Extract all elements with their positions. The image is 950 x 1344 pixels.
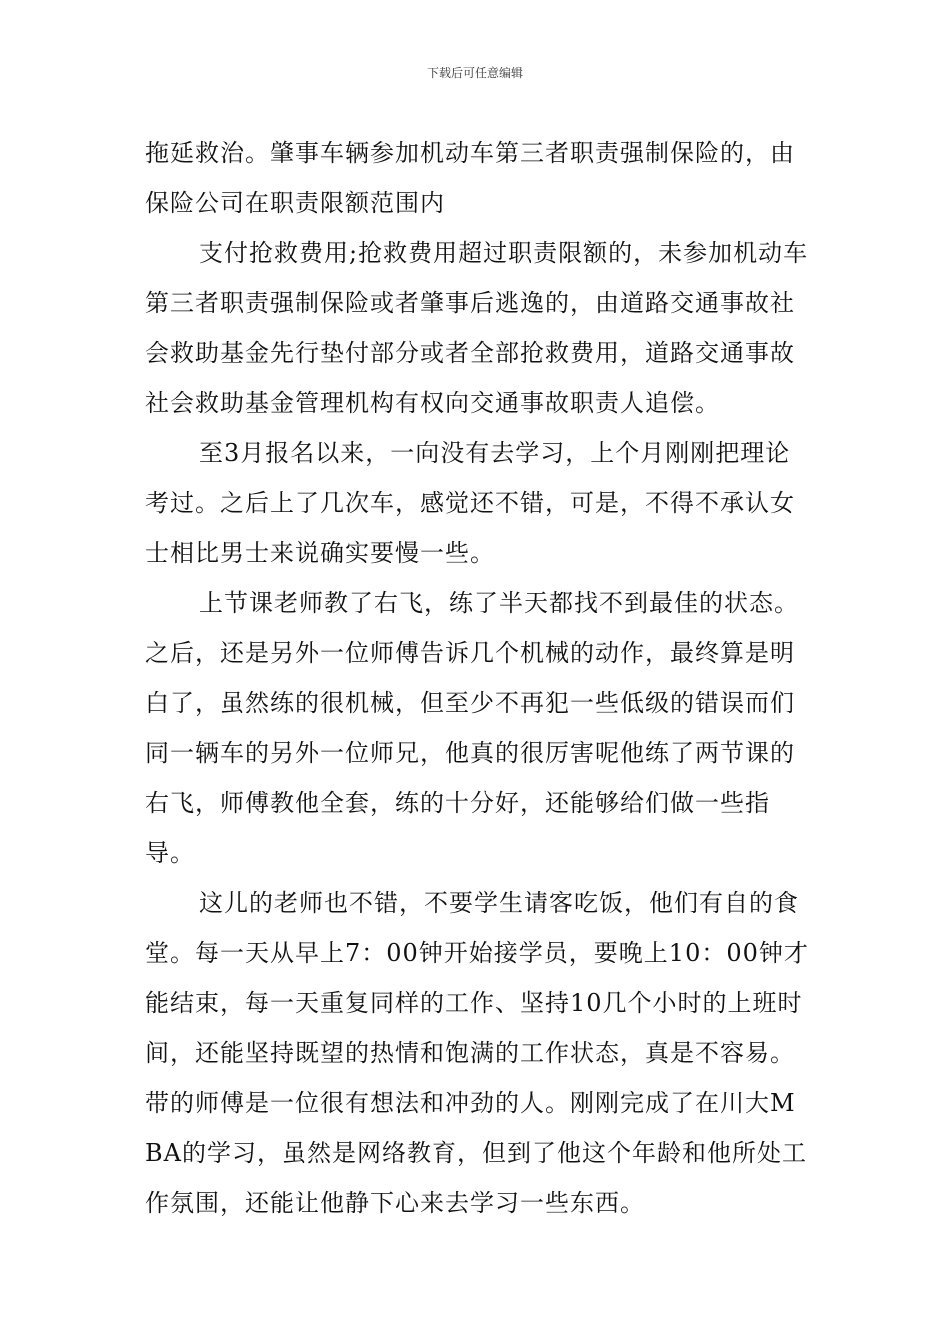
- paragraph-1: 拖延救治。肇事车辆参加机动车第三者职责强制保险的，由保险公司在职责限额范围内: [145, 139, 795, 217]
- paragraph-2: 支付抢救费用;抢救费用超过职责限额的，未参加机动车第三者职责强制保险或者肇事后逃逸的，由道路交通事故社会救助基金先行垫付部分或者全部抢救费用，道路交通事故社会救助基金管理机构有权向交通事故职责人追偿。: [145, 239, 809, 417]
- page-header: 下载后可任意编辑: [426, 66, 523, 80]
- paragraph-5: 这儿的老师也不错，不要学生请客吃饭，他们有自的食堂。每一天从早上7：00钟开始接学员，要晚上10：00钟才能结束，每一天重复同样的工作、坚持10几个小时的上班时间，还能坚持既望的热情和饱满的工作状态，真是不容易。带的师傅是一位很有想法和冲劲的人。刚刚完成了在川大MBA的学习，虽然是网络教育，但到了他这个年龄和他所处工作氛围，还能让他静下心来去学习一些东西。: [145, 889, 809, 1217]
- document-body: [145, 128, 813, 1228]
- paragraph-4: 上节课老师教了右飞，练了半天都找不到最佳的状态。之后，还是另外一位师傅告诉几个机械的动作，最终算是明白了，虽然练的很机械，但至少不再犯一些低级的错误而们同一辆车的另外一位师兄，他真的很厉害呢他练了两节课的右飞，师傅教他全套，练的十分好，还能够给们做一些指导。: [145, 589, 799, 867]
- paragraph-3: 至3月报名以来，一向没有去学习，上个月刚刚把理论考过。之后上了几次车，感觉还不错，可是，不得不承认女士相比男士来说确实要慢一些。: [145, 439, 795, 567]
